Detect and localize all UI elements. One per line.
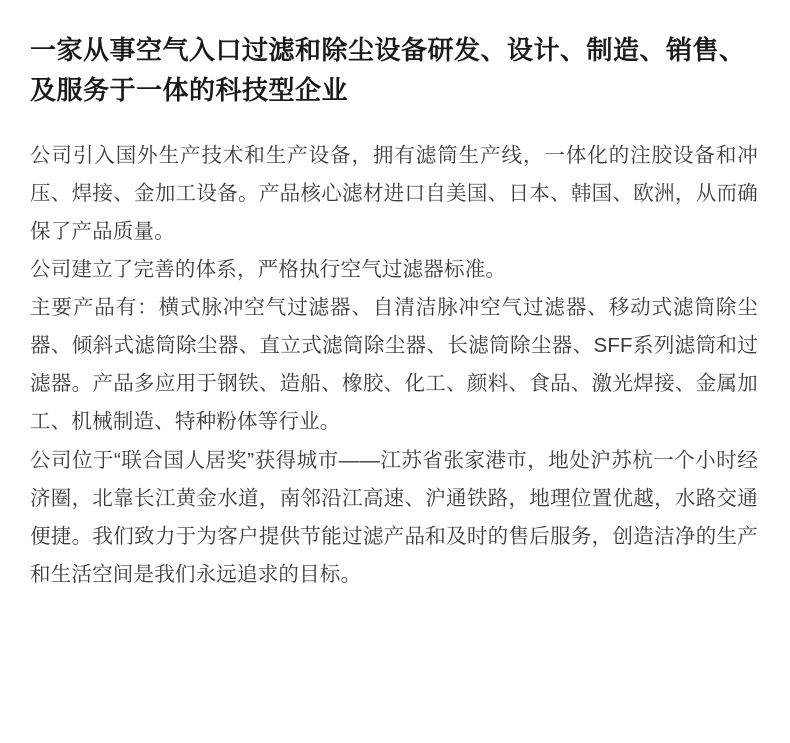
page-title: 一家从事空气入口过滤和除尘设备研发、设计、制造、销售、及服务于一体的科技型企业: [30, 35, 746, 106]
paragraph: 主要产品有：横式脉冲空气过滤器、自清洁脉冲空气过滤器、移动式滤筒除尘器、倾斜式滤筒除尘器、直立式滤筒除尘器、长滤筒除尘器、SFF系列滤筒和过滤器。产品多应用于钢铁、造船、橡胶、化工、颜料、食品、激光焊接、金属加工、机械制造、特种粉体等行业。: [30, 296, 758, 434]
document-body: [30, 137, 758, 595]
paragraph: 公司引入国外生产技术和生产设备，拥有滤筒生产线，一体化的注胶设备和冲压、焊接、金加工设备。产品核心滤材进口自美国、日本、韩国、欧洲，从而确保了产品质量。: [30, 143, 758, 243]
paragraph: 公司建立了完善的体系，严格执行空气过滤器标准。: [30, 257, 507, 281]
paragraph: 公司位于“联合国人居奖”获得城市——江苏省张家港市，地处沪苏杭一个小时经济圈，北靠长江黄金水道，南邻沿江高速、沪通铁路，地理位置优越，水路交通便捷。我们致力于为客户提供节能过滤产品和及时的售后服务，创造洁净的生产和生活空间是我们永远追求的目标。: [30, 448, 758, 586]
